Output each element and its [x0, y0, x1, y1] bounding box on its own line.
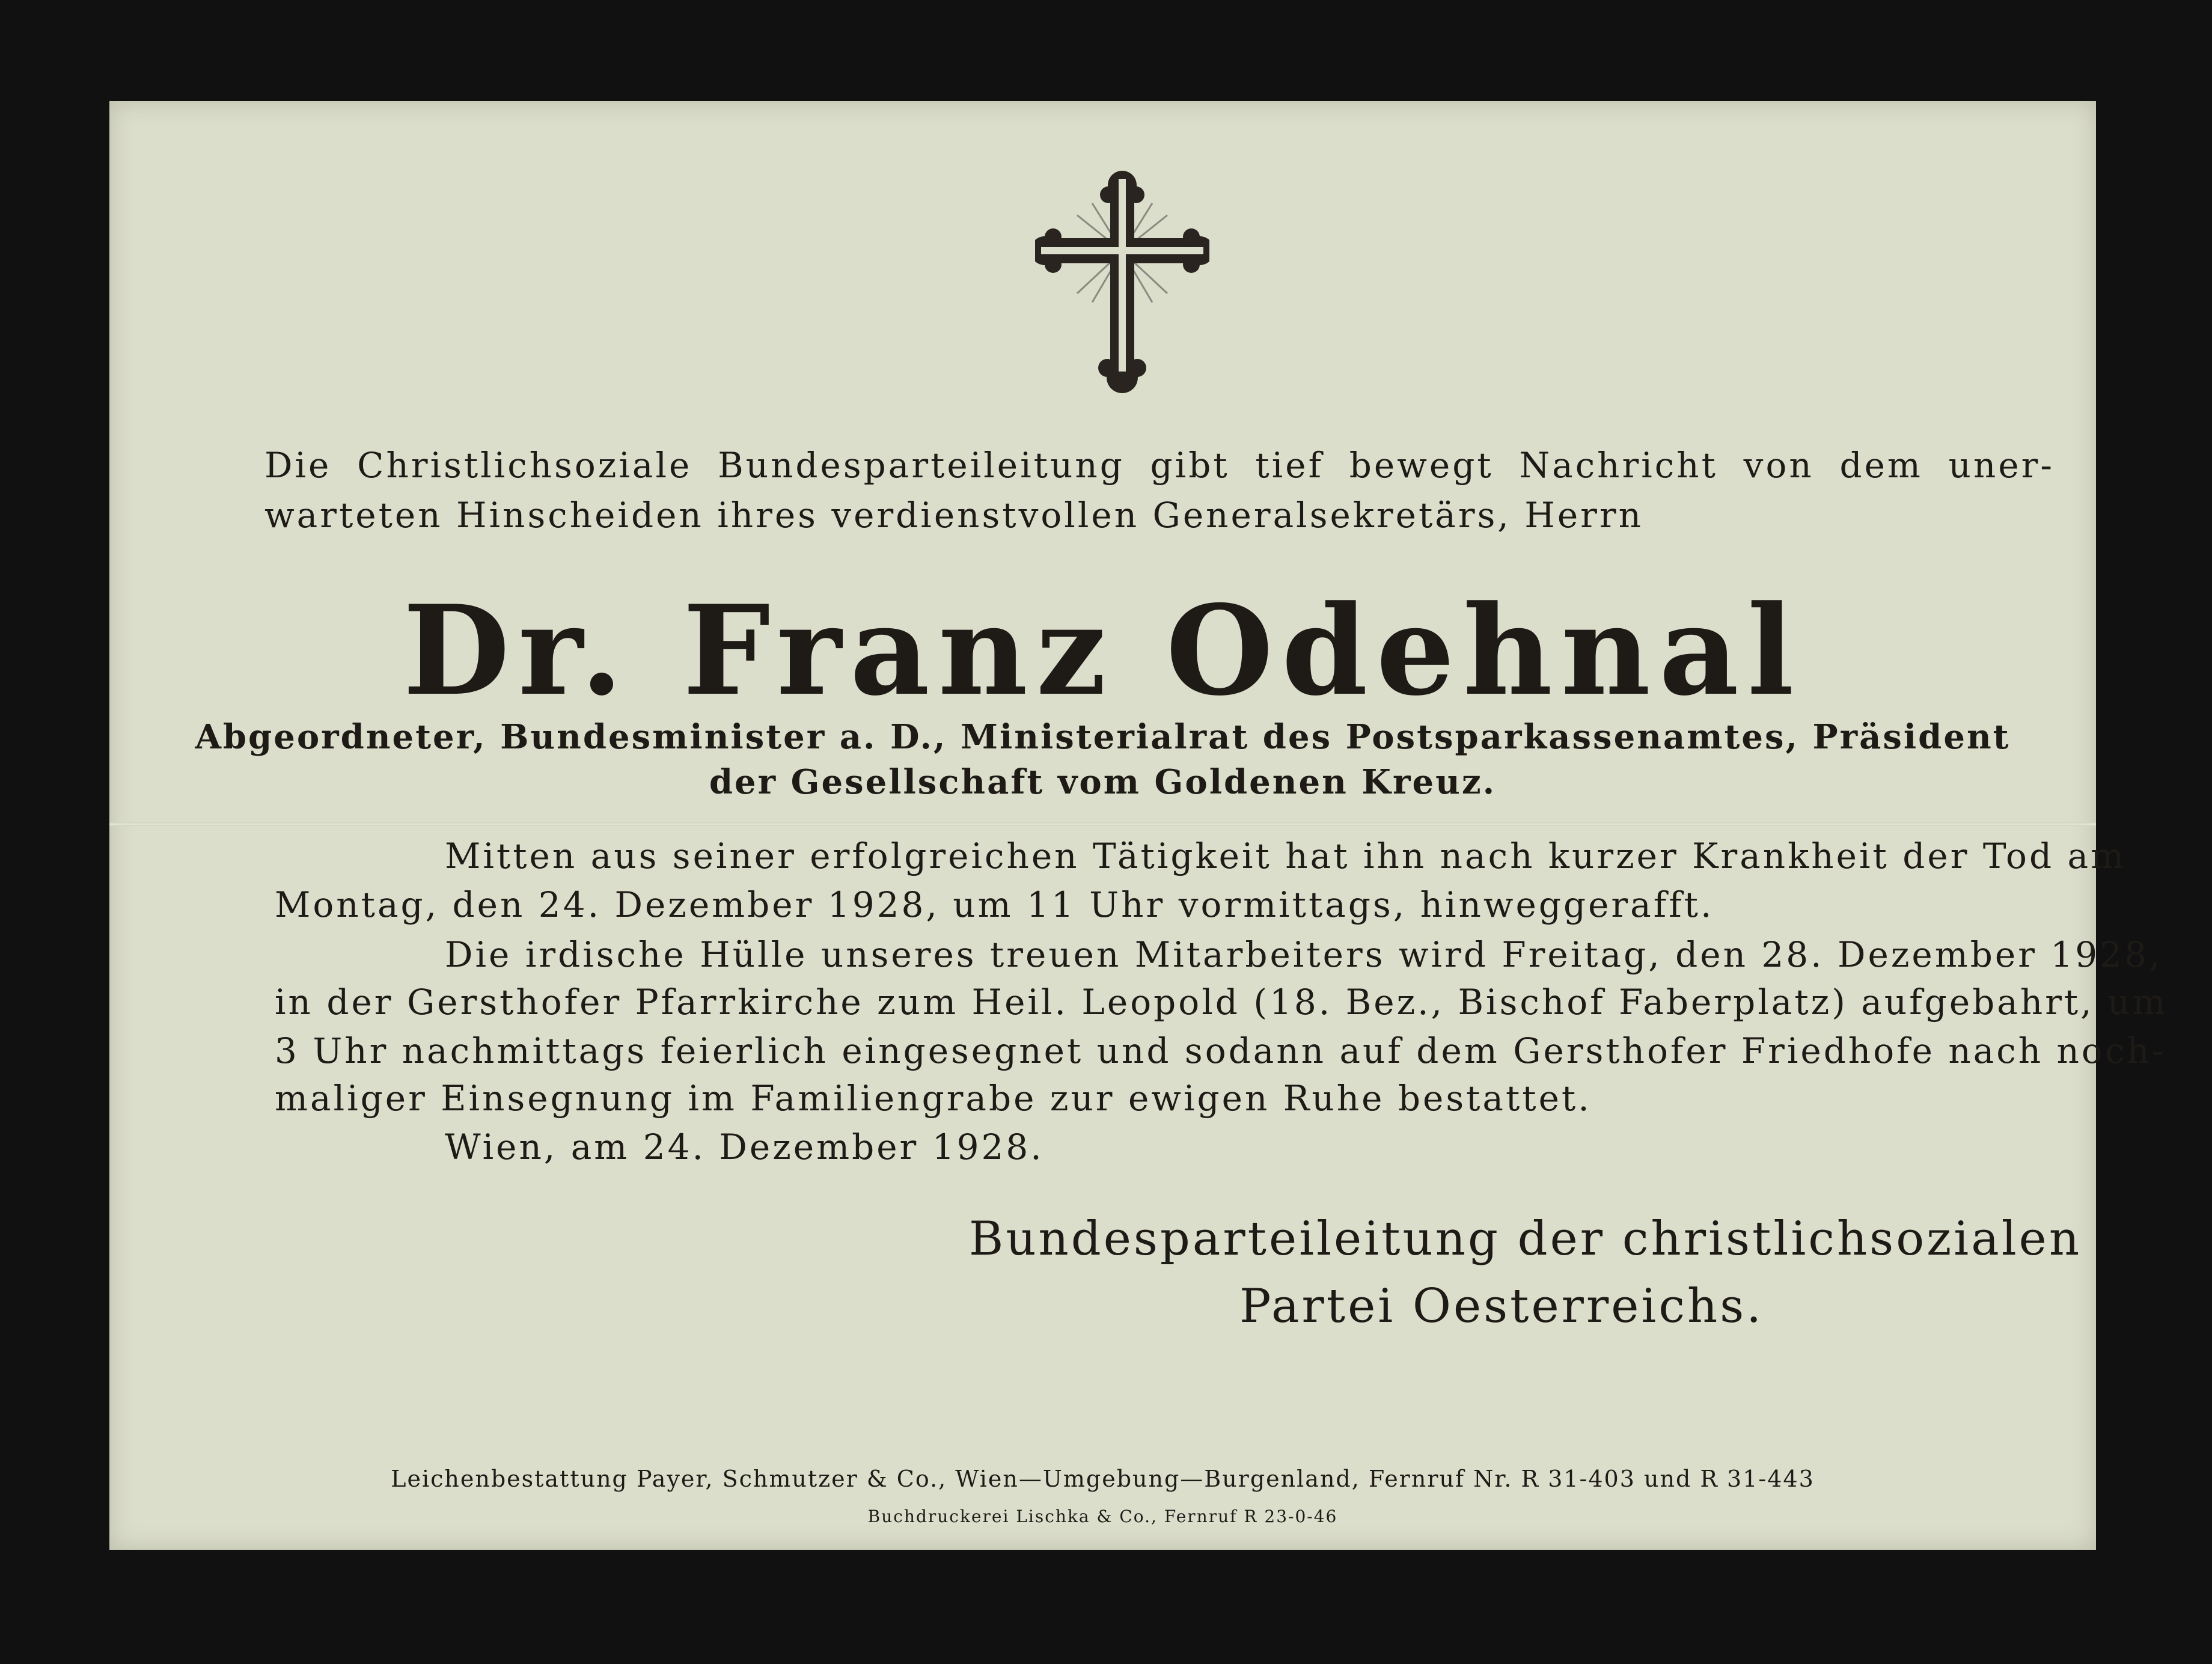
titles-line-2: der Gesellschaft vom Goldenen Kreuz. [709, 762, 1497, 802]
paragraph-2-line-3: 3 Uhr nachmittags feierlich eingesegnet und sodann auf dem Gersthofer Friedhofe nach noch- [275, 1030, 2166, 1071]
intro-line-2: warteten Hinscheiden ihres verdienstvollen Generalsekretärs, Herrn [264, 495, 1643, 536]
footer-undertaker: Leichenbestattung Payer, Schmutzer & Co., Wien—Umgebung—Burgenland, Fernruf Nr. R 31-403 und R 31-443 [391, 1466, 1815, 1492]
paragraph-2-line-2: in der Gersthofer Pfarrkirche zum Heil. Leopold (18. Bez., Bischof Faberplatz) aufgebahrt, um [275, 982, 2168, 1023]
place-date: Wien, am 24. Dezember 1928. [445, 1127, 1044, 1167]
paragraph-1-line-1: Mitten aus seiner erfolgreichen Tätigkeit hat ihn nach kurzer Krankheit der Tod am [445, 836, 2127, 876]
paragraph-2-line-4: maliger Einsegnung im Familiengrabe zur ewigen Ruhe bestattet. [275, 1078, 1592, 1119]
intro-line-1: Die Christlichsoziale Bundesparteileitung gibt tief bewegt Nachricht von dem uner- [264, 445, 2055, 486]
obituary-card [109, 101, 2168, 1550]
signature-line-2: Partei Oesterreichs. [1239, 1279, 1764, 1333]
deceased-name: Dr. Franz Odehnal [403, 579, 1803, 723]
titles-line-1: Abgeordneter, Bundesminister a. D., Ministerialrat des Postsparkassenamtes, Präsident [195, 717, 2011, 757]
ornate-cross-icon [1035, 167, 1209, 396]
paragraph-2-line-1: Die irdische Hülle unseres treuen Mitarbeiters wird Freitag, den 28. Dezember 1928, [445, 934, 2163, 975]
paper-fold [109, 822, 2096, 826]
signature-line-1: Bundesparteileitung der christlichsozialen [969, 1212, 2082, 1266]
paragraph-1-line-2: Montag, den 24. Dezember 1928, um 11 Uhr vormittags, hinweggerafft. [275, 884, 1714, 925]
footer-printer: Buchdruckerei Lischka & Co., Fernruf R 23-0-46 [867, 1506, 1338, 1526]
